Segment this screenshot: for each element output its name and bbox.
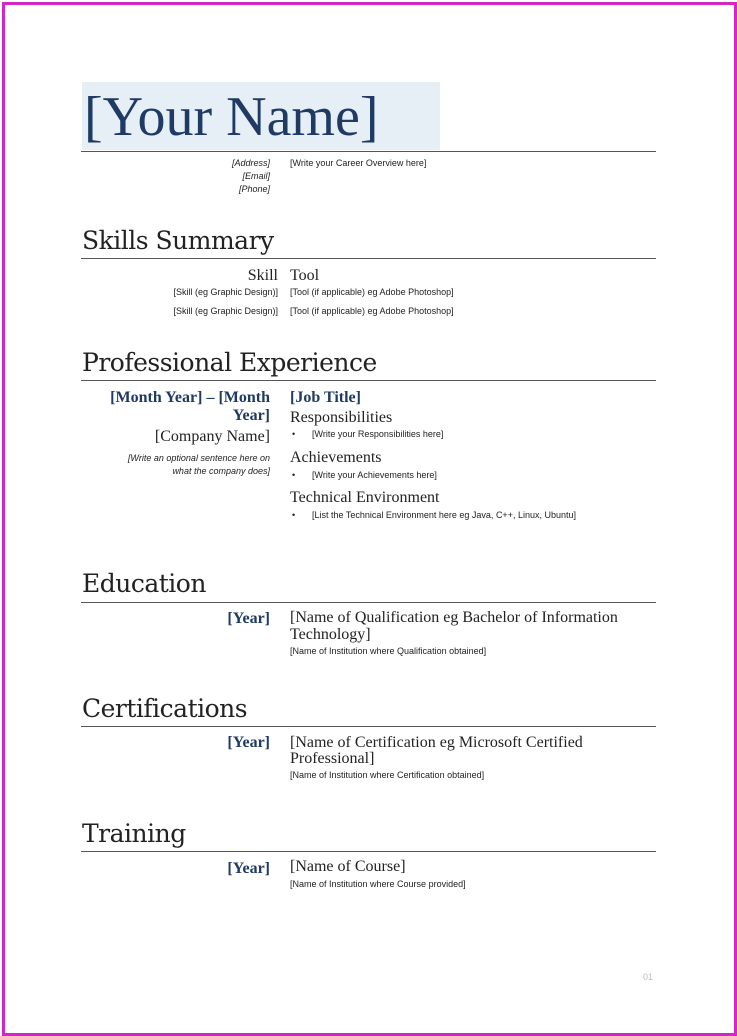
experience-dates-line1[interactable]: [Month Year] – [Month	[110, 389, 270, 406]
experience-rule	[81, 380, 656, 381]
education-institution[interactable]: [Name of Institution where Qualification obtained]	[290, 646, 487, 656]
responsibilities-label: Responsibilities	[290, 409, 393, 426]
tool-column-header: Tool	[290, 267, 320, 284]
skills-rule	[81, 258, 656, 259]
achievements-item[interactable]: [Write your Achievements here]	[312, 470, 437, 480]
training-rule	[81, 851, 656, 852]
qualification-line2[interactable]: Technology]	[290, 626, 371, 643]
responsibilities-item[interactable]: [Write your Responsibilities here]	[312, 429, 444, 439]
bullet-icon: •	[292, 470, 296, 480]
course-name[interactable]: [Name of Course]	[290, 858, 406, 875]
name-rule	[81, 151, 656, 152]
experience-dates-line2[interactable]: Year]	[232, 407, 270, 424]
tool-row-2[interactable]: [Tool (if applicable) eg Adobe Photoshop]	[290, 306, 454, 316]
skill-row-2[interactable]: [Skill (eg Graphic Design)]	[173, 306, 278, 316]
skill-column-header: Skill	[247, 267, 278, 284]
page-number: 01	[642, 972, 653, 982]
company-description-line2[interactable]: what the company does]	[172, 466, 270, 476]
qualification-line1[interactable]: [Name of Qualification eg Bachelor of Information	[290, 609, 618, 626]
achievements-label: Achievements	[290, 449, 382, 466]
certification-line2[interactable]: Professional]	[290, 750, 375, 767]
email-field[interactable]: [Email]	[242, 171, 270, 181]
skills-heading: Skills Summary	[82, 226, 274, 255]
job-title[interactable]: [Job Title]	[290, 389, 361, 406]
skill-row-1[interactable]: [Skill (eg Graphic Design)]	[173, 287, 278, 297]
technical-environment-item[interactable]: [List the Technical Environment here eg Java, C++, Linux, Ubuntu]	[312, 510, 576, 520]
bullet-icon: •	[292, 510, 296, 520]
bullet-icon: •	[292, 429, 296, 439]
education-rule	[81, 602, 656, 603]
certifications-rule	[81, 726, 656, 727]
education-year[interactable]: [Year]	[227, 610, 270, 627]
education-heading: Education	[82, 569, 206, 598]
phone-field[interactable]: [Phone]	[238, 184, 270, 194]
certifications-heading: Certifications	[82, 694, 248, 723]
company-name[interactable]: [Company Name]	[154, 428, 270, 445]
training-year[interactable]: [Year]	[227, 860, 270, 877]
career-overview[interactable]: [Write your Career Overview here]	[290, 158, 427, 168]
training-heading: Training	[82, 819, 186, 848]
address-field[interactable]: [Address]	[231, 158, 270, 168]
certification-line1[interactable]: [Name of Certification eg Microsoft Certified	[290, 734, 583, 751]
certification-year[interactable]: [Year]	[227, 734, 270, 751]
tool-row-1[interactable]: [Tool (if applicable) eg Adobe Photoshop]	[290, 287, 454, 297]
company-description-line1[interactable]: [Write an optional sentence here on	[127, 453, 270, 463]
resume-name[interactable]: [Your Name]	[82, 82, 440, 150]
certification-institution[interactable]: [Name of Institution where Certification obtained]	[290, 770, 485, 780]
technical-environment-label: Technical Environment	[290, 489, 440, 506]
training-institution[interactable]: [Name of Institution where Course provided]	[290, 879, 466, 889]
experience-heading: Professional Experience	[82, 348, 377, 377]
